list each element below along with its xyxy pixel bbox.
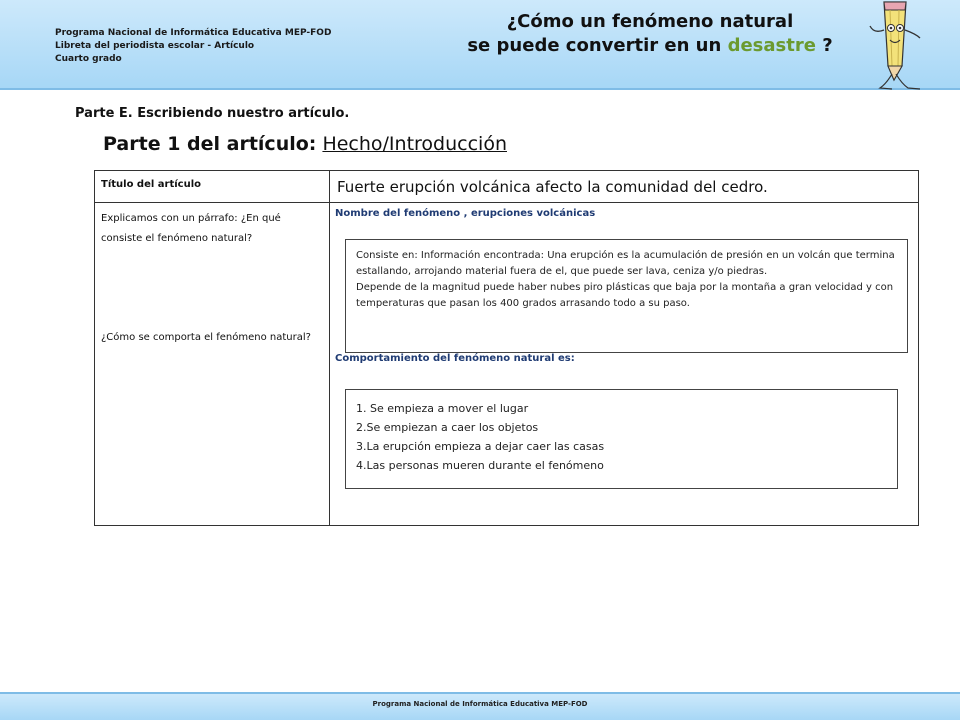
list-item: 1. Se empieza a mover el lugar: [356, 402, 529, 415]
pencil-character-icon: [862, 0, 932, 92]
page-title: [440, 10, 860, 58]
footer-banner: [0, 692, 960, 720]
title-line-2-pre: se puede convertir en un: [467, 35, 728, 56]
article-title-label: Título del artículo: [101, 179, 202, 190]
program-name: Programa Nacional de Informática Educativa MEP-FOD: [55, 28, 332, 38]
title-line-2: [440, 34, 860, 58]
list-item: 4.Las personas mueren durante el fenómeno: [356, 459, 604, 472]
phenomenon-name: Nombre del fenómeno , erupciones volcánicas: [335, 208, 596, 219]
part-e-heading: Parte E. Escribiendo nuestro artículo.: [75, 106, 350, 121]
header-banner: [0, 0, 960, 90]
article-table: [94, 170, 919, 526]
article-title-value: Fuerte erupción volcánica afecto la comunidad del cedro.: [337, 178, 768, 196]
list-item: 3.La erupción empieza a dejar caer las casas: [356, 440, 605, 453]
part-1-label: Parte 1 del artículo:: [103, 133, 317, 155]
title-line-1: ¿Cómo un fenómeno natural: [506, 11, 794, 32]
notebook-name: Libreta del periodista escolar - Artículo: [55, 41, 255, 51]
header-info: [55, 27, 331, 66]
list-item: 2.Se empiezan a caer los objetos: [356, 421, 539, 434]
explanation-box: [345, 239, 908, 353]
explanation-text-1: Consiste en: Información encontrada: Una erupción es la acumulación de presión en un volcán que termina estallando, arrojando material fuera de el, que puede ser lava, ceniza y/o piedras.: [356, 250, 895, 277]
question-explain: Explicamos con un párrafo: ¿En qué consiste el fenómeno natural?: [101, 213, 281, 244]
part-1-heading: [103, 133, 507, 155]
behavior-box: [345, 389, 898, 489]
title-accent-word: desastre: [727, 35, 816, 56]
grade-level: Cuarto grado: [55, 54, 122, 64]
explanation-text-2: Depende de la magnitud puede haber nubes piro plásticas que baja por la montaña a gran velocidad y con temperaturas que pasan los 400 grados arrasando todo a su paso.: [356, 282, 894, 309]
question-behavior: ¿Cómo se comporta el fenómeno natural?: [101, 332, 311, 343]
part-1-value: Hecho/Introducción: [322, 133, 507, 155]
column-divider: [329, 171, 330, 525]
behavior-label: Comportamiento del fenómeno natural es:: [335, 353, 575, 364]
title-line-2-post: ?: [815, 35, 833, 56]
footer-text: Programa Nacional de Informática Educativa MEP-FOD: [372, 700, 588, 708]
